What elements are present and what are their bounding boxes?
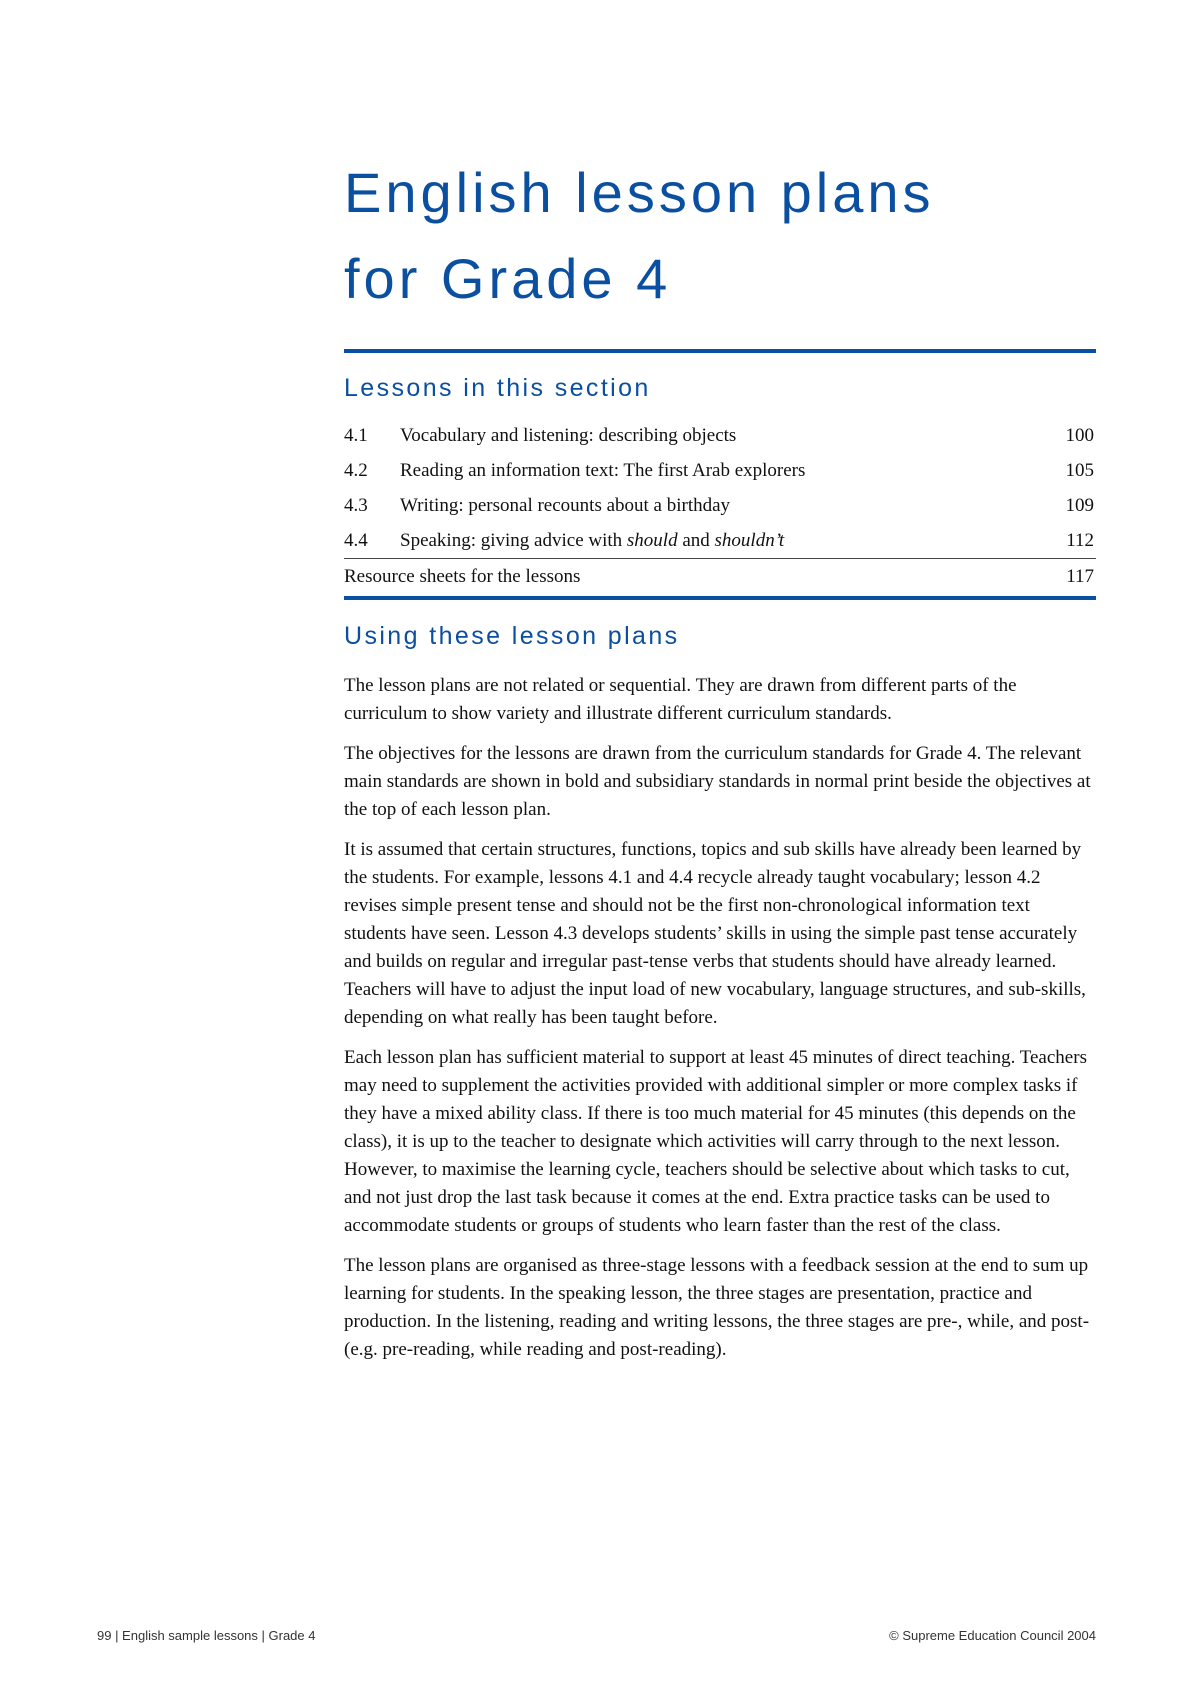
lesson-row[interactable] xyxy=(344,523,1096,558)
resource-page: 117 xyxy=(1066,566,1094,587)
lesson-row[interactable] xyxy=(344,418,1096,453)
lesson-row[interactable] xyxy=(344,453,1096,488)
paragraph: The lesson plans are organised as three-stage lessons with a feedback session at the end to sum up learning for students. In the speaking lesson, the three stages are presentation, practice and production. In the listening, reading and writing lessons, the three stages are pre-, while, and post- (e.g. pre-reading, while reading and post-reading). xyxy=(344,1255,1090,1360)
resource-row[interactable] xyxy=(344,558,1096,594)
paragraph: The objectives for the lessons are drawn from the curriculum standards for Grade 4. The relevant main standards are shown in bold and subsidiary standards in normal print beside the objectives at the top of each lesson plan. xyxy=(344,743,1091,820)
lessons-heading: Lessons in this section xyxy=(344,374,651,402)
lesson-title-text: Speaking: giving advice with xyxy=(400,530,627,551)
page-title xyxy=(344,150,1124,322)
lesson-page: 112 xyxy=(1066,530,1094,551)
lesson-title-emphasis-should: should xyxy=(626,530,678,551)
paragraph: Each lesson plan has sufficient material to support at least 45 minutes of direct teaching. Teachers may need to supplement the activities provided with additional simpler or more complex tasks if they have a mixed ability class. If there is too much material for 45 minutes (this depends on the class), it is up to the teacher to designate which activities will carry through to the next lesson. However, to maximise the learning cycle, teachers should be selective about which tasks to cut, and not just drop the last task because it comes at the end. Extra practice tasks can be used to accommodate students or groups of students who learn faster than the rest of the class. xyxy=(344,1047,1087,1236)
body-text xyxy=(344,672,1096,1376)
lesson-number: 4.2 xyxy=(344,460,368,481)
lesson-page: 109 xyxy=(1065,495,1094,516)
title-line-1: English lesson plans xyxy=(344,161,935,224)
lesson-number: 4.4 xyxy=(344,530,368,551)
paragraph: The lesson plans are not related or sequential. They are drawn from different parts of the curriculum to show variety and illustrate different curriculum standards. xyxy=(344,675,1017,724)
top-divider xyxy=(344,349,1096,353)
bottom-divider xyxy=(344,596,1096,600)
lesson-title-text-mid: and xyxy=(677,530,715,551)
lesson-number: 4.1 xyxy=(344,425,368,446)
title-line-2: for Grade 4 xyxy=(344,247,672,310)
lesson-title: Writing: personal recounts about a birthday xyxy=(400,495,731,516)
footer-left: 99 | English sample lessons | Grade 4 xyxy=(97,1628,316,1643)
lessons-table xyxy=(344,418,1096,594)
lesson-title: Vocabulary and listening: describing objects xyxy=(400,425,737,446)
lesson-title-emphasis-shouldnt: shouldn’t xyxy=(714,530,785,551)
lesson-title: Reading an information text: The first Arab explorers xyxy=(400,460,806,481)
using-heading: Using these lesson plans xyxy=(344,622,680,650)
lesson-row[interactable] xyxy=(344,488,1096,523)
lesson-page: 100 xyxy=(1065,425,1094,446)
lesson-title xyxy=(400,523,784,558)
footer-right: © Supreme Education Council 2004 xyxy=(889,1628,1096,1643)
lesson-number: 4.3 xyxy=(344,495,368,516)
paragraph: It is assumed that certain structures, functions, topics and sub skills have already been learned by the students. For example, lessons 4.1 and 4.4 recycle already taught vocabulary; lesson 4.2 revises simple present tense and should not be the first non-chronological information text students have seen. Lesson 4.3 develops students’ skills in using the simple past tense accurately and builds on regular and irregular past-tense verbs that students should have already learned. Teachers will have to adjust the input load of new vocabulary, language structures, and sub-skills, depending on what really has been taught before. xyxy=(344,839,1086,1028)
resource-title: Resource sheets for the lessons xyxy=(344,566,581,587)
lesson-page: 105 xyxy=(1065,460,1094,481)
